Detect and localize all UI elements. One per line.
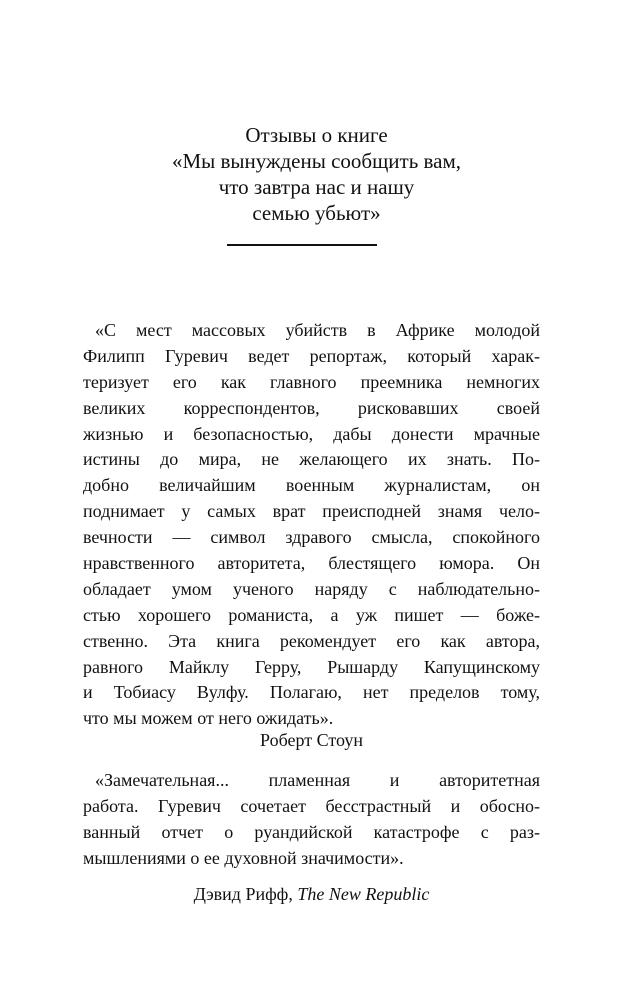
- heading-line: что завтра нас и нашу: [218, 175, 415, 199]
- review-2-text: [83, 768, 540, 872]
- review-1-text: [83, 318, 540, 732]
- review-line: стью хорошего романиста, а уж пишет — боже-: [83, 604, 540, 625]
- review-line: Филипп Гуревич ведет репортаж, который харак-: [83, 345, 540, 366]
- review-line: и Тобиасу Вулфу. Полагаю, нет пределов тому,: [83, 682, 540, 703]
- review-line: работа. Гуревич сочетает бесстрастный и обосно-: [83, 795, 540, 816]
- heading-line: Отзывы о книге: [245, 123, 388, 147]
- review-line: «Замечательная... пламенная и авторитетная: [95, 770, 540, 790]
- review-line: истины до мира, не желающего их знать. По-: [83, 449, 540, 470]
- review-line: равного Майклу Герру, Рышарду Капущинскому: [83, 656, 540, 677]
- review-line: ванный отчет о руандийской катастрофе с раз-: [83, 821, 540, 842]
- review-line: нравственного авторитета, блестящего юмора. Он: [83, 553, 540, 574]
- review-1-author: [83, 728, 540, 752]
- review-line: добно величайшим военным журналистам, он: [83, 475, 540, 496]
- review-line: мышлениями о ее духовной значимости».: [83, 847, 404, 868]
- review-line: великих корреспондентов, рисковавших своей: [83, 397, 540, 418]
- review-line: обладает умом ученого наряду с наблюдательно-: [83, 578, 540, 599]
- review-2-author: [83, 882, 540, 906]
- page-heading: [0, 122, 633, 226]
- review-line: ственно. Эта книга рекомендует его как автора,: [83, 630, 540, 651]
- author-name: Роберт Стоун: [260, 730, 363, 750]
- author-name: Дэвид Рифф,: [193, 884, 293, 904]
- heading-line: «Мы вынуждены сообщить вам,: [171, 149, 462, 173]
- review-line: вечности — символ здравого смысла, спокойного: [83, 527, 540, 548]
- heading-divider: [227, 244, 377, 246]
- review-line: что мы можем от него ожидать».: [83, 708, 334, 729]
- review-line: жизнью и безопасностью, дабы донести мрачные: [83, 423, 540, 444]
- review-line: поднимает у самых врат преисподней знамя чело-: [83, 501, 540, 522]
- publication-name: The New Republic: [297, 884, 430, 904]
- review-line: «С мест массовых убийств в Африке молодой: [95, 320, 540, 340]
- review-line: теризует его как главного преемника немногих: [83, 371, 540, 392]
- heading-line: семью убьют»: [252, 201, 381, 225]
